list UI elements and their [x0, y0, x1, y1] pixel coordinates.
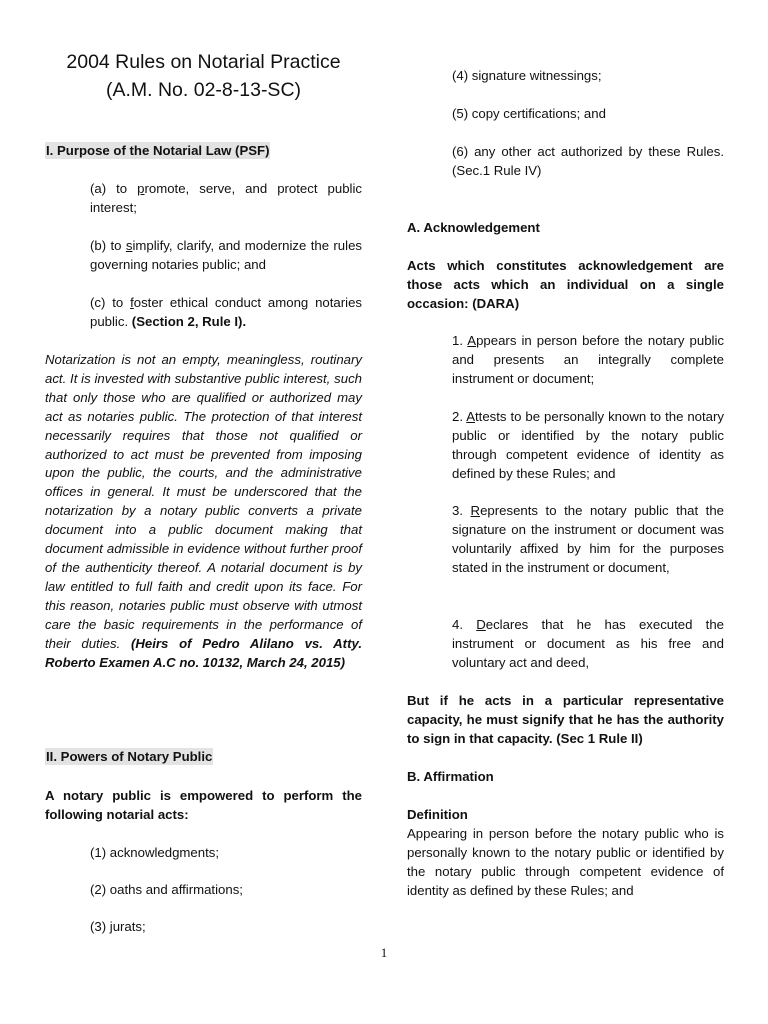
representative-capacity: But if he acts in a particular representative capacity, he must signify that he has the authority to sign in that capacity. (Sec 1 Rule II) [407, 693, 724, 746]
case-citation: (Heirs of Pedro Alilano vs. Atty. Roberto Examen A.C no. 10132, March 24, 2015) [45, 635, 362, 670]
powers-intro: A notary public is empowered to perform the following notarial acts: [45, 788, 362, 822]
title-line-2: (A.M. No. 02-8-13-SC) [105, 79, 302, 101]
acknowledgement-item: 1. Appears in person before the notary public and presents an integrally complete instrument or document; [452, 333, 724, 386]
case-excerpt [45, 351, 362, 672]
acknowledgement-item: 4. Declares that he has executed the instrument or document as his free and voluntary act and deed, [452, 617, 724, 670]
power-item: (2) oaths and affirmations; [90, 882, 243, 897]
power-item: (5) copy certifications; and [452, 106, 606, 121]
acknowledgement-item: 3. Represents to the notary public that the signature on the instrument or document was voluntarily affixed by him for the purposes stated in the instrument or document, [452, 503, 724, 575]
acknowledgement-heading: A. Acknowledgement [407, 220, 540, 235]
definition-heading: Definition [407, 807, 468, 822]
power-item: (3) jurats; [90, 919, 146, 934]
acknowledgement-intro: Acts which constitutes acknowledgement are those acts which an individual on a single occasion: (DARA) [407, 258, 724, 311]
purpose-item-b: (b) to simplify, clarify, and modernize the rules governing notaries public; and [90, 238, 363, 272]
acknowledgement-item: 2. Attests to be personally known to the notary public or identified by the notary public through competent evidence of identity as defined by these Rules; and [452, 409, 724, 481]
title-line-1: 2004 Rules on Notarial Practice [66, 51, 341, 73]
case-excerpt-text: Notarization is not an empty, meaningless, routinary act. It is invested with substantive public interest, such that only those who are qualified or authorized may act as notaries public. The protection of that interest necessarily requires that those not qualified or authorized to act must be prevented from imposing upon the public, the courts, and the administrative offices in general. It must be underscored that the notarization by a notary public converts a private document into a public document making that document admissible in evidence without further proof of the authenticity thereof. A notarial document is by law entitled to full faith and credit upon its face. For this reason, notaries public must observe with utmost care the basic requirements in the performance of their duties. [45, 352, 362, 651]
power-item: (1) acknowledgments; [90, 845, 220, 860]
purpose-item-a: (a) to promote, serve, and protect public interest; [90, 181, 362, 215]
affirmation-heading: B. Affirmation [407, 769, 494, 784]
definition-text: Appearing in person before the notary public who is personally known to the notary public or identified by the notary public through competent evidence of identity as defined by these Rules; and [407, 826, 724, 898]
power-item: (4) signature witnessings; [452, 68, 602, 83]
power-item: (6) any other act authorized by these Rules. (Sec.1 Rule IV) [452, 144, 724, 178]
purpose-item-c: (c) to foster ethical conduct among notaries public. (Section 2, Rule I). [90, 295, 362, 329]
page-number: 1 [380, 945, 388, 960]
section-heading-powers: II. Powers of Notary Public [46, 749, 213, 764]
page-title [45, 48, 362, 104]
section-heading-purpose: I. Purpose of the Notarial Law (PSF) [46, 143, 270, 158]
